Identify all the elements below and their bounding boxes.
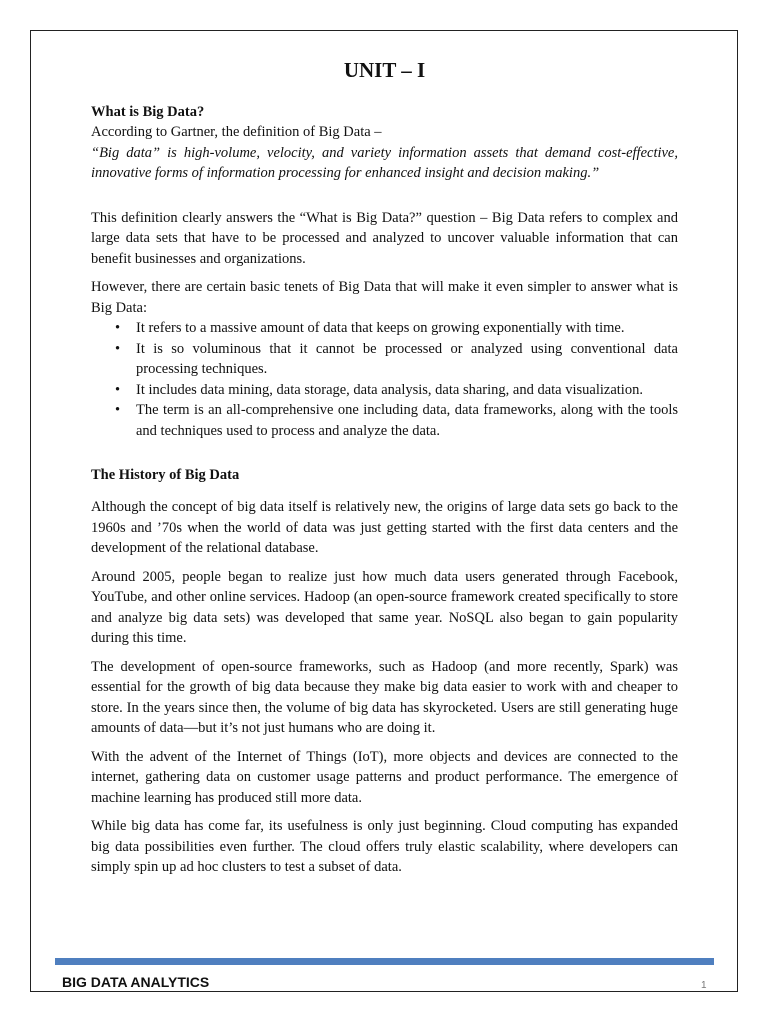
history-paragraph-5: While big data has come far, its usefulness is only just beginning. Cloud computing has expanded big data possibilities even further. The cloud offers truly elastic scalability, where developers can simply spin up ad hoc clusters to test a subset of data.: [91, 818, 678, 875]
document-body: [91, 58, 678, 878]
history-paragraph-2: Around 2005, people began to realize just how much data users generated through Facebook, YouTube, and other online services. Hadoop (an open-source framework created specifically to store and analyze big data sets) was developed that same year. NoSQL also began to gain popularity during this time.: [91, 568, 678, 646]
section-heading-history: The History of Big Data: [91, 467, 240, 483]
gartner-intro: According to Gartner, the definition of Big Data –: [91, 124, 382, 140]
list-item: [115, 339, 678, 380]
list-item-text: It includes data mining, data storage, data analysis, data sharing, and data visualization.: [136, 381, 643, 398]
list-item: [115, 380, 678, 401]
bullet-icon: •: [115, 340, 121, 357]
history-paragraph-3: The development of open-source frameworks, such as Hadoop (and more recently, Spark) was essential for the growth of big data because they make big data easier to work with and cheaper to store. In the years since then, the volume of big data has skyrocketed. Users are still generating huge amounts of data—but it’s not just humans who are doing it.: [91, 658, 678, 736]
footer-title: BIG DATA ANALYTICS: [62, 974, 210, 990]
section-heading-what-is-big-data: What is Big Data?: [91, 104, 205, 120]
tenets-intro-paragraph: However, there are certain basic tenets of Big Data that will make it even simpler to answer what is Big Data:: [91, 279, 678, 316]
tenets-list: [91, 318, 678, 441]
page-number: 1: [701, 980, 707, 991]
history-paragraph-1: Although the concept of big data itself is relatively new, the origins of large data sets go back to the 1960s and ’70s when the world of data was just getting started with the first data centers and the development of the relational database.: [91, 499, 678, 556]
definition-paragraph: This definition clearly answers the “What is Big Data?” question – Big Data refers to complex and large data sets that have to be processed and analyzed to uncover valuable information that can benefit businesses and organizations.: [91, 209, 678, 267]
bullet-icon: •: [115, 320, 121, 336]
list-item-text: It refers to a massive amount of data that keeps on growing exponentially with time.: [136, 320, 625, 336]
history-paragraph-4: With the advent of the Internet of Things (IoT), more objects and devices are connected to the internet, gathering data on customer usage patterns and product performance. The emergence of machine learning has produced still more data.: [91, 748, 678, 806]
list-item: [115, 400, 678, 441]
bullet-icon: •: [115, 402, 121, 418]
list-item-text: The term is an all-comprehensive one including data, data frameworks, along with the tools and techniques used to process and analyze the data.: [136, 402, 678, 439]
bullet-icon: •: [115, 381, 121, 398]
list-item-text: It is so voluminous that it cannot be processed or analyzed using conventional data processing techniques.: [136, 340, 678, 377]
list-item: [115, 318, 678, 339]
page-title: UNIT – I: [343, 58, 426, 82]
gartner-quote: “Big data” is high-volume, velocity, and variety information assets that demand cost-effective, innovative forms of information processing for enhanced insight and decision making.”: [91, 144, 678, 181]
footer-divider: [55, 958, 714, 965]
